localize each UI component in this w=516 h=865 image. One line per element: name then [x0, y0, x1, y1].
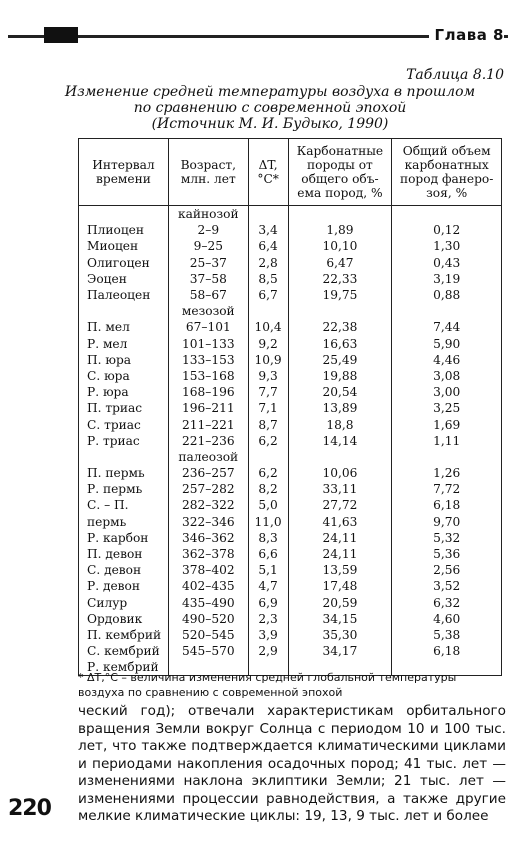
table-row: [79, 416, 502, 432]
cell-delta-t: 10,4: [248, 319, 288, 335]
cell-interval: Миоцен: [79, 238, 169, 254]
table-row: [79, 238, 502, 254]
table-body: [79, 206, 502, 676]
table-cell-empty: [392, 303, 502, 319]
cell-delta-t: 7,7: [248, 384, 288, 400]
cell-delta-t: 8,7: [248, 416, 288, 432]
col-header-delta-t: [248, 139, 288, 206]
cell-carbonate-volume: 7,72: [392, 481, 502, 497]
cell-age: 211–221: [168, 416, 248, 432]
table-row: [79, 352, 502, 368]
cell-delta-t: 8,5: [248, 271, 288, 287]
cell-carbonate-volume: 0,88: [392, 287, 502, 303]
table-row: [79, 562, 502, 578]
table-title: [60, 84, 480, 132]
cell-interval: пермь: [79, 514, 169, 530]
cell-carbonate-share: 41,63: [288, 514, 392, 530]
cell-age: 236–257: [168, 465, 248, 481]
cell-interval: Силур: [79, 595, 169, 611]
table-row: [79, 481, 502, 497]
cell-delta-t: 5,1: [248, 562, 288, 578]
col-header-carbonate-share: [288, 139, 392, 206]
table-cell-empty: [288, 449, 392, 465]
cell-age: 346–362: [168, 530, 248, 546]
cell-age: 37–58: [168, 271, 248, 287]
cell-interval: П. триас: [79, 400, 169, 416]
cell-carbonate-volume: 0,12: [392, 222, 502, 238]
cell-carbonate-volume: 6,18: [392, 643, 502, 659]
table-cell-empty: [248, 206, 288, 223]
cell-interval: Р. триас: [79, 433, 169, 449]
table-cell-empty: [288, 206, 392, 223]
col-header-carbonate-volume: [392, 139, 502, 206]
header-line: времени: [96, 172, 151, 186]
cell-carbonate-share: 18,8: [288, 416, 392, 432]
cell-carbonate-volume: 0,43: [392, 255, 502, 271]
cell-delta-t: 9,3: [248, 368, 288, 384]
cell-carbonate-share: 17,48: [288, 578, 392, 594]
cell-delta-t: 4,7: [248, 578, 288, 594]
cell-interval: Ордовик: [79, 611, 169, 627]
table-row: [79, 465, 502, 481]
table-row: [79, 384, 502, 400]
cell-carbonate-volume: 6,18: [392, 497, 502, 513]
header-line: Возраст,: [180, 158, 237, 172]
table-cell-empty: [288, 303, 392, 319]
table-cell-empty: [392, 449, 502, 465]
cell-interval: Р. кембрий: [79, 659, 169, 676]
table-row: [79, 336, 502, 352]
cell-interval: П. юра: [79, 352, 169, 368]
header-line: Карбонатные: [296, 144, 384, 158]
cell-carbonate-volume: 1,11: [392, 433, 502, 449]
table-cell-empty: [79, 303, 169, 319]
cell-carbonate-share: 19,88: [288, 368, 392, 384]
temperature-table: [78, 138, 502, 676]
cell-age: 402–435: [168, 578, 248, 594]
cell-carbonate-volume: 1,26: [392, 465, 502, 481]
header-line: породы от: [307, 158, 373, 172]
era-label: палеозой: [168, 449, 248, 465]
cell-delta-t: 2,3: [248, 611, 288, 627]
table-row: [79, 578, 502, 594]
table-row: [79, 400, 502, 416]
cell-carbonate-volume: 5,90: [392, 336, 502, 352]
cell-interval: Р. пермь: [79, 481, 169, 497]
cell-carbonate-volume: 1,30: [392, 238, 502, 254]
header-line: ΔT,: [258, 158, 278, 172]
era-row: [79, 449, 502, 465]
cell-delta-t: 9,2: [248, 336, 288, 352]
cell-age: 67–101: [168, 319, 248, 335]
cell-delta-t: 6,2: [248, 433, 288, 449]
cell-delta-t: 6,2: [248, 465, 288, 481]
table-row: [79, 222, 502, 238]
cell-age: 133–153: [168, 352, 248, 368]
cell-interval: П. мел: [79, 319, 169, 335]
cell-age: 153–168: [168, 368, 248, 384]
table-row: [79, 627, 502, 643]
era-label: мезозой: [168, 303, 248, 319]
table-footnote: * ΔT,°C – величина изменения средней глобальной температуры воздуха по сравнению с современной эпохой: [78, 671, 457, 699]
table-row: [79, 433, 502, 449]
cell-delta-t: 6,9: [248, 595, 288, 611]
era-row: [79, 303, 502, 319]
cell-carbonate-volume: 2,56: [392, 562, 502, 578]
cell-age: 2–9: [168, 222, 248, 238]
table-row: [79, 255, 502, 271]
table-row: [79, 497, 502, 513]
cell-carbonate-volume: 4,60: [392, 611, 502, 627]
cell-carbonate-share: 13,89: [288, 400, 392, 416]
table-row: [79, 287, 502, 303]
cell-delta-t: 11,0: [248, 514, 288, 530]
cell-delta-t: 2,9: [248, 643, 288, 659]
cell-delta-t: 7,1: [248, 400, 288, 416]
cell-carbonate-volume: 5,36: [392, 546, 502, 562]
header-line: общего объ-: [301, 172, 379, 186]
cell-carbonate-share: 33,11: [288, 481, 392, 497]
header-line: карбонатных: [404, 158, 489, 172]
page-number: 220: [8, 796, 51, 821]
table-title-line: Изменение средней температуры воздуха в прошлом: [64, 84, 476, 100]
table-title-line: (Источник М. И. Будыко, 1990): [151, 116, 389, 132]
cell-carbonate-share: 19,75: [288, 287, 392, 303]
cell-age: 9–25: [168, 238, 248, 254]
cell-interval: П. девон: [79, 546, 169, 562]
chapter-title: Глава 8: [429, 26, 504, 44]
cell-carbonate-volume: 5,32: [392, 530, 502, 546]
cell-delta-t: 3,4: [248, 222, 288, 238]
cell-age: 545–570: [168, 643, 248, 659]
cell-interval: С. триас: [79, 416, 169, 432]
cell-carbonate-share: 13,59: [288, 562, 392, 578]
table-row: [79, 546, 502, 562]
cell-age: 378–402: [168, 562, 248, 578]
cell-age: 257–282: [168, 481, 248, 497]
cell-carbonate-share: 35,30: [288, 627, 392, 643]
cell-carbonate-share: 25,49: [288, 352, 392, 368]
cell-carbonate-share: 1,89: [288, 222, 392, 238]
cell-carbonate-share: 16,63: [288, 336, 392, 352]
header-line: ема пород, %: [297, 186, 383, 200]
cell-delta-t: 5,0: [248, 497, 288, 513]
cell-delta-t: 2,8: [248, 255, 288, 271]
era-label: кайнозой: [168, 206, 248, 223]
cell-carbonate-volume: 3,52: [392, 578, 502, 594]
table-row: [79, 319, 502, 335]
table-cell-empty: [248, 303, 288, 319]
cell-interval: Р. девон: [79, 578, 169, 594]
cell-carbonate-volume: 7,44: [392, 319, 502, 335]
cell-age: 282–322: [168, 497, 248, 513]
cell-interval: Р. карбон: [79, 530, 169, 546]
era-row: [79, 206, 502, 223]
cell-carbonate-share: 20,59: [288, 595, 392, 611]
cell-carbonate-volume: 3,00: [392, 384, 502, 400]
cell-carbonate-share: 34,17: [288, 643, 392, 659]
cell-carbonate-share: 14,14: [288, 433, 392, 449]
cell-carbonate-share: 34,15: [288, 611, 392, 627]
cell-age: 435–490: [168, 595, 248, 611]
cell-delta-t: 10,9: [248, 352, 288, 368]
cell-delta-t: 8,3: [248, 530, 288, 546]
cell-carbonate-volume: 5,38: [392, 627, 502, 643]
col-header-interval: [79, 139, 169, 206]
header-block-marker: [44, 27, 78, 43]
header-line: млн. лет: [180, 172, 236, 186]
header-line: Интервал: [92, 158, 155, 172]
cell-interval: Р. мел: [79, 336, 169, 352]
header-line: зоя, %: [426, 186, 468, 200]
col-header-age: [168, 139, 248, 206]
cell-carbonate-volume: 9,70: [392, 514, 502, 530]
cell-carbonate-share: 20,54: [288, 384, 392, 400]
cell-carbonate-share: 24,11: [288, 530, 392, 546]
cell-interval: С. – П.: [79, 497, 169, 513]
cell-carbonate-volume: 3,25: [392, 400, 502, 416]
cell-interval: Эоцен: [79, 271, 169, 287]
body-text: ческий год); отвечали характеристикам орбитального вращения Земли вокруг Солнца с периодом 10 и 100 тыс. лет, что также подтверждается климатическими циклами и периодами накопления осадочных пород; 41 тыс. лет — изменениями наклона эклиптики Земли; 21 тыс. лет — изменениями процессии равнодействия, а также другие мелкие климатические циклы: 19, 13, 9 тыс. лет и более: [78, 703, 506, 824]
table-row: [79, 514, 502, 530]
table-number: Таблица 8.10: [406, 67, 504, 83]
table-row: [79, 595, 502, 611]
cell-age: 25–37: [168, 255, 248, 271]
table-cell-empty: [248, 449, 288, 465]
table-row: [79, 643, 502, 659]
cell-carbonate-volume: 3,19: [392, 271, 502, 287]
body-paragraph: [78, 703, 506, 826]
cell-interval: С. кембрий: [79, 643, 169, 659]
cell-age: 58–67: [168, 287, 248, 303]
table-row: [79, 368, 502, 384]
cell-carbonate-volume: 3,08: [392, 368, 502, 384]
table-cell-empty: [79, 206, 169, 223]
table-row: [79, 530, 502, 546]
cell-interval: Палеоцен: [79, 287, 169, 303]
cell-carbonate-share: 22,33: [288, 271, 392, 287]
header-line: пород фанеро-: [399, 172, 494, 186]
cell-carbonate-volume: 6,32: [392, 595, 502, 611]
cell-age: 520–545: [168, 627, 248, 643]
cell-age: 221–236: [168, 433, 248, 449]
header-line: °C*: [257, 172, 279, 186]
cell-carbonate-share: 10,06: [288, 465, 392, 481]
cell-age: 490–520: [168, 611, 248, 627]
cell-age: 362–378: [168, 546, 248, 562]
cell-carbonate-volume: 4,46: [392, 352, 502, 368]
cell-delta-t: 8,2: [248, 481, 288, 497]
cell-carbonate-share: 27,72: [288, 497, 392, 513]
cell-age: 322–346: [168, 514, 248, 530]
cell-carbonate-share: 6,47: [288, 255, 392, 271]
table-title-line: по сравнению с современной эпохой: [133, 100, 407, 116]
cell-delta-t: 6,7: [248, 287, 288, 303]
cell-delta-t: 6,4: [248, 238, 288, 254]
cell-carbonate-volume: 1,69: [392, 416, 502, 432]
cell-interval: Р. юра: [79, 384, 169, 400]
header-line: Общий объем: [402, 144, 491, 158]
cell-interval: С. юра: [79, 368, 169, 384]
table-cell-empty: [79, 449, 169, 465]
cell-interval: П. кембрий: [79, 627, 169, 643]
table-row: [79, 271, 502, 287]
cell-age: 196–211: [168, 400, 248, 416]
cell-delta-t: 3,9: [248, 627, 288, 643]
cell-interval: П. пермь: [79, 465, 169, 481]
cell-interval: Олигоцен: [79, 255, 169, 271]
cell-interval: Плиоцен: [79, 222, 169, 238]
cell-delta-t: 6,6: [248, 546, 288, 562]
cell-age: 101–133: [168, 336, 248, 352]
cell-carbonate-share: 22,38: [288, 319, 392, 335]
cell-carbonate-share: 24,11: [288, 546, 392, 562]
table-row: [79, 611, 502, 627]
table-cell-empty: [392, 206, 502, 223]
table-header-row: [79, 139, 502, 206]
cell-age: 168–196: [168, 384, 248, 400]
cell-interval: С. девон: [79, 562, 169, 578]
cell-carbonate-share: 10,10: [288, 238, 392, 254]
